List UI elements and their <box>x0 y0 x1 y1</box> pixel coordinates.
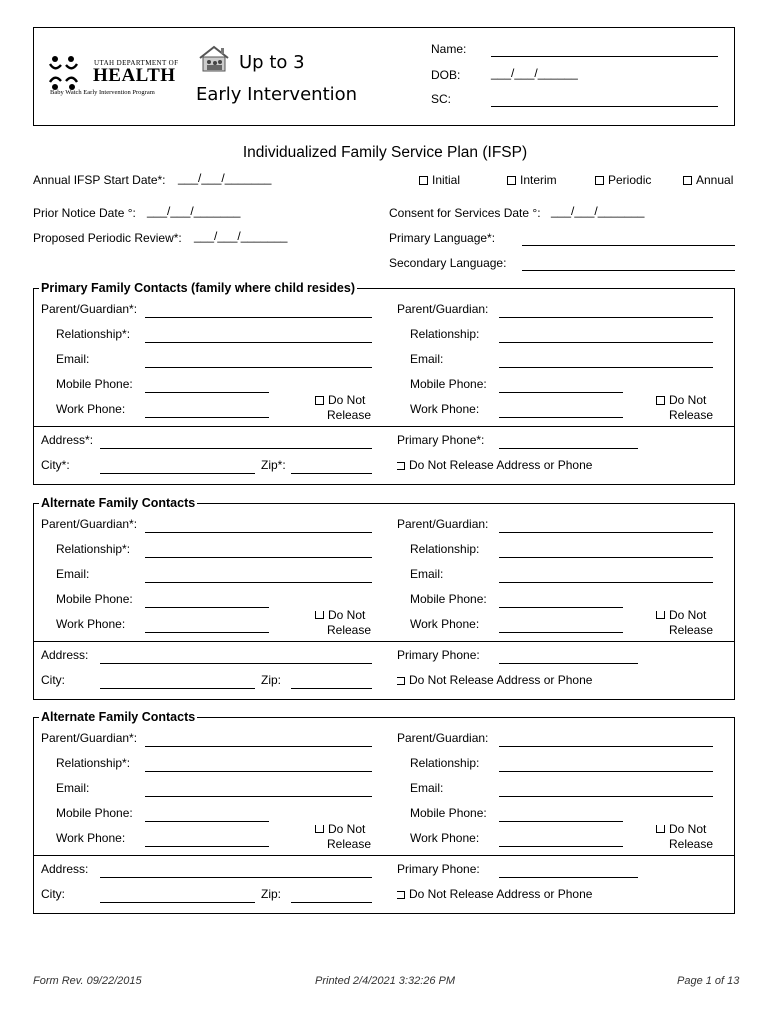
do-not-release-address-checkbox[interactable]: Do Not Release Address or Phone <box>397 887 592 901</box>
section-title: Primary Family Contacts (family where child resides) <box>41 281 356 295</box>
address-field[interactable] <box>100 448 372 449</box>
zip-field[interactable] <box>291 473 372 474</box>
release-label: Release <box>669 837 714 851</box>
parent-label: Parent/Guardian: <box>397 517 489 531</box>
parent-label: Parent/Guardian: <box>397 302 489 316</box>
address-label: Address: <box>41 862 89 876</box>
primary-phone-label: Primary Phone*: <box>397 433 485 447</box>
parent-label: Parent/Guardian*: <box>41 517 138 531</box>
divider <box>33 426 735 427</box>
type-periodic[interactable]: Periodic <box>595 173 651 187</box>
checkbox-icon <box>315 396 324 405</box>
page-number: Page 1 of 13 <box>677 975 740 987</box>
relationship-field[interactable] <box>145 557 372 558</box>
mobile-field[interactable] <box>145 607 269 608</box>
email-field[interactable] <box>145 367 372 368</box>
email-label: Email: <box>56 781 90 795</box>
city-label: City: <box>41 673 65 687</box>
zip-label: Zip: <box>261 673 282 687</box>
do-not-release-checkbox[interactable]: Do Not <box>315 822 365 836</box>
email-label: Email: <box>410 352 444 366</box>
zip-field[interactable] <box>291 688 372 689</box>
parent-field[interactable] <box>499 532 713 533</box>
mobile-label: Mobile Phone: <box>410 592 487 606</box>
dept-name: HEALTH <box>93 65 176 86</box>
relationship-label: Relationship: <box>410 327 480 341</box>
brand-line-2: Early Intervention <box>196 84 358 105</box>
mobile-field[interactable] <box>499 821 623 822</box>
release-label: Release <box>669 623 714 637</box>
relationship-field[interactable] <box>499 771 713 772</box>
relationship-label: Relationship: <box>410 756 480 770</box>
checkbox-icon <box>315 825 324 833</box>
secondary-language-label: Secondary Language: <box>389 256 507 270</box>
prior-notice-label: Prior Notice Date °: <box>33 206 136 220</box>
work-field[interactable] <box>145 846 269 847</box>
zip-label: Zip: <box>261 887 282 901</box>
city-field[interactable] <box>100 473 255 474</box>
release-label: Release <box>327 408 372 422</box>
address-label: Address*: <box>41 433 94 447</box>
city-label: City*: <box>41 458 70 472</box>
prior-notice-field[interactable]: ___/___/_______ <box>147 204 241 218</box>
relationship-field[interactable] <box>499 557 713 558</box>
type-annual[interactable]: Annual <box>683 173 733 187</box>
name-field[interactable] <box>491 56 718 57</box>
city-field[interactable] <box>100 902 255 903</box>
release-label: Release <box>327 837 372 851</box>
email-field[interactable] <box>499 367 713 368</box>
zip-field[interactable] <box>291 902 372 903</box>
checkbox-icon <box>397 462 405 470</box>
parent-field[interactable] <box>145 317 372 318</box>
mobile-field[interactable] <box>145 821 269 822</box>
divider <box>33 641 735 642</box>
primary-phone-field[interactable] <box>499 877 638 878</box>
printed-date: Printed 2/4/2021 3:32:26 PM <box>315 975 456 987</box>
email-field[interactable] <box>145 796 372 797</box>
parent-label: Parent/Guardian: <box>397 731 489 745</box>
parent-field[interactable] <box>145 532 372 533</box>
brand-line-1: Up to 3 <box>239 52 305 73</box>
do-not-release-checkbox[interactable]: Do Not <box>315 608 365 622</box>
section-title: Alternate Family Contacts <box>41 496 196 510</box>
mobile-label: Mobile Phone: <box>56 377 133 391</box>
primary-phone-label: Primary Phone: <box>397 862 480 876</box>
checkbox-icon <box>315 611 324 619</box>
mobile-label: Mobile Phone: <box>56 806 133 820</box>
dept-small-text: UTAH DEPARTMENT OF <box>94 59 179 67</box>
form-revision: Form Rev. 09/22/2015 <box>33 975 142 987</box>
checkbox-icon <box>656 611 665 619</box>
dob-label: DOB: <box>431 68 461 82</box>
secondary-language-field[interactable] <box>522 270 735 271</box>
email-label: Email: <box>56 352 90 366</box>
primary-phone-label: Primary Phone: <box>397 648 480 662</box>
parent-field[interactable] <box>499 746 713 747</box>
relationship-label: Relationship*: <box>56 327 131 341</box>
primary-phone-field[interactable] <box>499 448 638 449</box>
work-label: Work Phone: <box>410 617 480 631</box>
parent-label: Parent/Guardian*: <box>41 731 138 745</box>
checkbox-icon <box>683 176 692 185</box>
dob-field[interactable]: ___/___/______ <box>491 66 578 80</box>
checkbox-icon <box>656 825 665 833</box>
work-label: Work Phone: <box>410 402 480 416</box>
house-icon <box>197 44 231 74</box>
mobile-label: Mobile Phone: <box>56 592 133 606</box>
name-label: Name: <box>431 42 467 56</box>
address-field[interactable] <box>100 663 372 664</box>
relationship-field[interactable] <box>145 342 372 343</box>
divider <box>33 855 735 856</box>
work-label: Work Phone: <box>410 831 480 845</box>
mobile-field[interactable] <box>499 392 623 393</box>
work-field[interactable] <box>145 417 269 418</box>
relationship-field[interactable] <box>499 342 713 343</box>
parent-field[interactable] <box>145 746 372 747</box>
address-label: Address: <box>41 648 89 662</box>
release-label: Release <box>669 408 714 422</box>
review-label: Proposed Periodic Review*: <box>33 231 182 245</box>
do-not-release-address-checkbox[interactable]: Do Not Release Address or Phone <box>397 673 592 687</box>
email-label: Email: <box>410 781 444 795</box>
email-label: Email: <box>410 567 444 581</box>
work-label: Work Phone: <box>56 831 126 845</box>
checkbox-icon <box>419 176 428 185</box>
consent-label: Consent for Services Date °: <box>389 206 541 220</box>
do-not-release-checkbox[interactable]: Do Not <box>656 393 706 407</box>
email-field[interactable] <box>145 582 372 583</box>
work-field[interactable] <box>145 632 269 633</box>
address-field[interactable] <box>100 877 372 878</box>
do-not-release-checkbox[interactable]: Do Not <box>656 822 706 836</box>
release-label: Release <box>327 623 372 637</box>
email-label: Email: <box>56 567 90 581</box>
email-field[interactable] <box>499 582 713 583</box>
checkbox-icon <box>507 176 516 185</box>
relationship-label: Relationship: <box>410 542 480 556</box>
zip-label: Zip*: <box>261 458 286 472</box>
do-not-release-checkbox[interactable]: Do Not <box>315 393 365 407</box>
work-field[interactable] <box>499 846 623 847</box>
work-field[interactable] <box>499 632 623 633</box>
type-initial[interactable]: Initial <box>419 173 460 187</box>
city-field[interactable] <box>100 688 255 689</box>
program-name: Baby Watch Early Intervention Program <box>50 89 155 96</box>
health-logo-icon <box>47 52 87 92</box>
sc-field[interactable] <box>491 106 718 107</box>
relationship-label: Relationship*: <box>56 542 131 556</box>
do-not-release-address-checkbox[interactable]: Do Not Release Address or Phone <box>397 458 592 472</box>
email-field[interactable] <box>499 796 713 797</box>
relationship-label: Relationship*: <box>56 756 131 770</box>
mobile-field[interactable] <box>499 607 623 608</box>
mobile-field[interactable] <box>145 392 269 393</box>
mobile-label: Mobile Phone: <box>410 377 487 391</box>
work-label: Work Phone: <box>56 617 126 631</box>
primary-phone-field[interactable] <box>499 663 638 664</box>
start-date-label: Annual IFSP Start Date*: <box>33 173 166 187</box>
primary-language-label: Primary Language*: <box>389 231 496 245</box>
parent-field[interactable] <box>499 317 713 318</box>
review-field[interactable]: ___/___/_______ <box>194 229 288 243</box>
work-label: Work Phone: <box>56 402 126 416</box>
parent-label: Parent/Guardian*: <box>41 302 138 316</box>
start-date-field[interactable]: ___/___/_______ <box>178 171 272 185</box>
do-not-release-checkbox[interactable]: Do Not <box>656 608 706 622</box>
checkbox-icon <box>397 677 405 685</box>
section-title: Alternate Family Contacts <box>41 710 196 724</box>
type-interim[interactable]: Interim <box>507 173 557 187</box>
city-label: City: <box>41 887 65 901</box>
relationship-field[interactable] <box>145 771 372 772</box>
sc-label: SC: <box>431 92 452 106</box>
work-field[interactable] <box>499 417 623 418</box>
mobile-label: Mobile Phone: <box>410 806 487 820</box>
page-title: Individualized Family Service Plan (IFSP) <box>242 144 528 161</box>
checkbox-icon <box>656 396 665 405</box>
consent-field[interactable]: ___/___/_______ <box>551 204 645 218</box>
checkbox-icon <box>397 891 405 899</box>
primary-language-field[interactable] <box>522 245 735 246</box>
checkbox-icon <box>595 176 604 185</box>
